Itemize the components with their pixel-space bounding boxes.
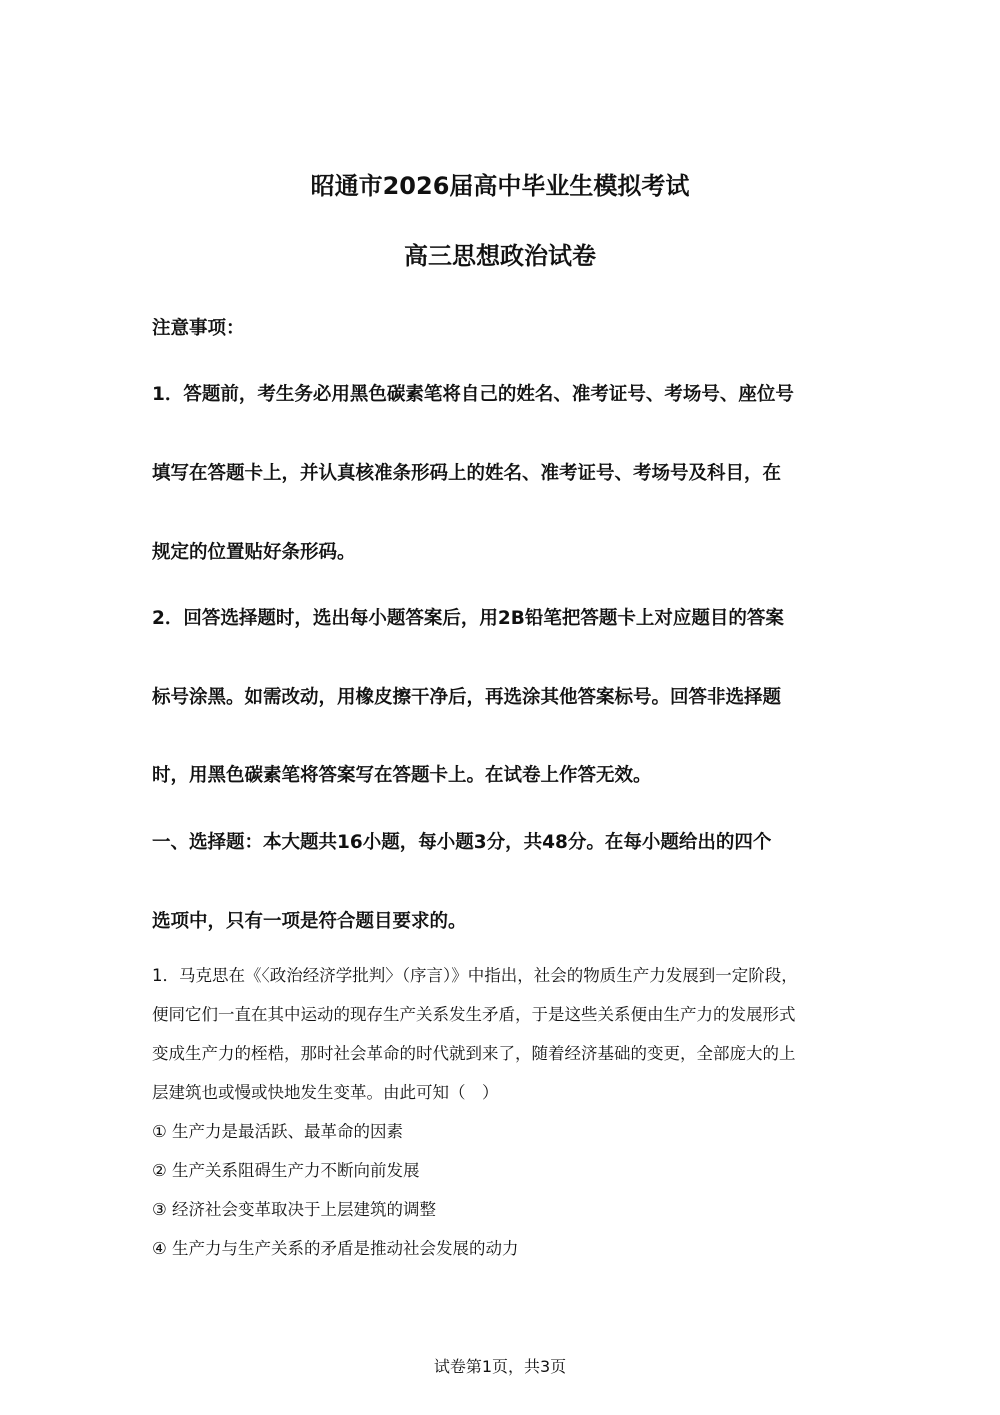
question1-option-1: ① 生产力是最活跃、最革命的因素	[152, 1122, 404, 1141]
section1-heading-line1: 一、选择题：本大题共16小题，每小题3分，共48分。在每小题给出的四个	[152, 832, 772, 853]
question1-option-2: ② 生产关系阻碍生产力不断向前发展	[152, 1161, 420, 1180]
section1-heading-line2: 选项中，只有一项是符合题目要求的。	[152, 911, 467, 932]
notice-item1-line3: 规定的位置贴好条形码。	[152, 542, 356, 563]
notice-item1-line1: 1．答题前，考生务必用黑色碳素笔将自己的姓名、准考证号、考场号、座位号	[152, 384, 794, 405]
page-number-footer: 试卷第1页，共3页	[433, 1357, 567, 1376]
question1-stem-line3: 变成生产力的桎梏，那时社会革命的时代就到来了，随着经济基础的变更，全部庞大的上	[152, 1044, 796, 1063]
notice-item2-line2: 标号涂黑。如需改动，用橡皮擦干净后，再选涂其他答案标号。回答非选择题	[152, 687, 782, 708]
notice-item2-line1: 2．回答选择题时，选出每小题答案后，用2B铅笔把答题卡上对应题目的答案	[152, 608, 784, 629]
question1-option-4: ④ 生产力与生产关系的矛盾是推动社会发展的动力	[152, 1239, 519, 1258]
question1-stem-line1: 1．马克思在《〈政治经济学批判〉（序言）》中指出，社会的物质生产力发展到一定阶段，	[152, 966, 798, 985]
exam-subtitle: 高三思想政治试卷	[404, 242, 596, 270]
question1-option-3: ③ 经济社会变革取决于上层建筑的调整	[152, 1200, 437, 1219]
notice-heading: 注意事项：	[152, 318, 245, 339]
notice-item1-line2: 填写在答题卡上，并认真核准条形码上的姓名、准考证号、考场号及科目，在	[152, 463, 782, 484]
question1-stem-line4: 层建筑也或慢或快地发生变革。由此可知（ ）	[152, 1083, 499, 1102]
notice-item2-line3: 时，用黑色碳素笔将答案写在答题卡上。在试卷上作答无效。	[152, 765, 652, 786]
exam-title: 昭通市2026届高中毕业生模拟考试	[310, 172, 690, 200]
question1-stem-line2: 便同它们一直在其中运动的现存生产关系发生矛盾，于是这些关系便由生产力的发展形式	[152, 1005, 796, 1024]
